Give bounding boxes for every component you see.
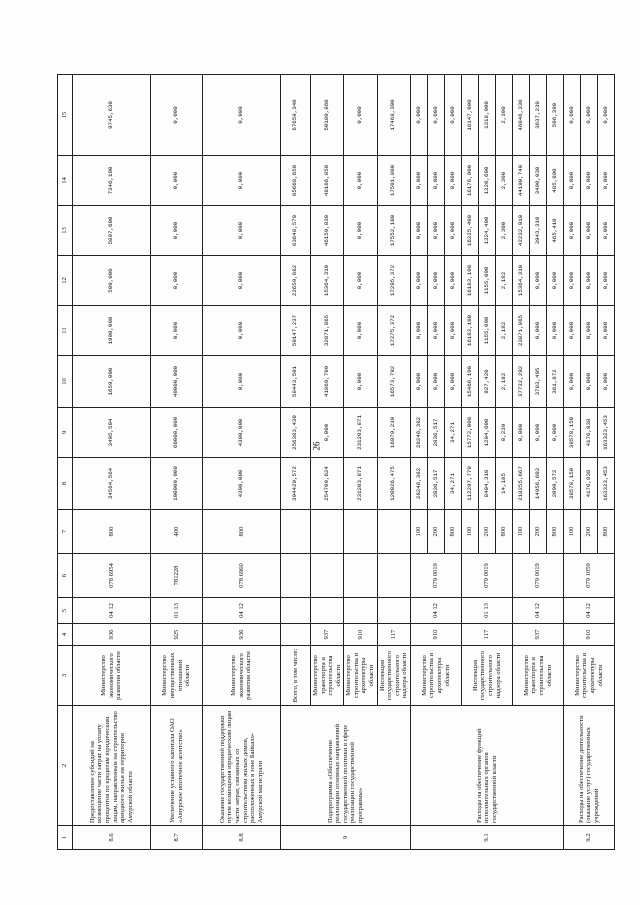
table-cell: 17275,372 (377, 306, 410, 356)
table-cell: 800 (444, 510, 461, 554)
table-cell: 9745,630 (73, 75, 151, 156)
table-cell: 0,000 (344, 306, 377, 356)
table-cell: 23871,865 (512, 306, 529, 356)
table-cell: 22659,682 (281, 256, 311, 306)
table-cell (311, 598, 344, 624)
table-cell: 0,000 (580, 306, 597, 356)
table-cell: 9.2 (563, 826, 614, 850)
table-cell: Министерство экономического развития области (203, 646, 281, 706)
table-cell: 0,000 (203, 206, 281, 256)
table-cell (377, 510, 410, 554)
table-cell: 500,000 (73, 256, 151, 306)
table-cell (344, 510, 377, 554)
table-cell: 16147,000 (461, 75, 478, 156)
table-cell: Министерство имущественных отношений области (151, 646, 203, 706)
table-cell (281, 554, 311, 598)
table-cell: 800 (597, 510, 614, 554)
row-description: Расходы на обеспечение функций исполнительных органов государственной власти (410, 706, 563, 826)
table-cell: 0,000 (410, 206, 427, 256)
table-cell: 5897,600 (73, 206, 151, 256)
row-agency: Инспекция государственного строительного надзора области (377, 646, 410, 706)
table-cell: 1324,400 (478, 206, 495, 256)
table-cell (281, 624, 311, 646)
table-cell: 2836,517 (427, 458, 444, 510)
table-cell: 0,000 (597, 206, 614, 256)
table-cell: 0,000 (580, 356, 597, 408)
table-cell: 17468,300 (377, 75, 410, 156)
table-cell (311, 554, 344, 598)
table-cell: 0,000 (563, 206, 580, 256)
row-description: Оказание государственной поддержки путем возмещения юридическим лицам части затрат, связанных со строительством жилых домов, расположенных в зоне Байкало-Амурской магистрали (203, 706, 281, 826)
table-cell: 0,000 (546, 408, 563, 458)
table-row (151, 75, 203, 850)
table-cell: 41869,709 (311, 356, 344, 408)
table-cell: 48166,850 (311, 156, 344, 206)
table-cell (377, 554, 410, 598)
row-agency: Министерство строительства и архитектуры области (344, 646, 377, 706)
table-cell (377, 598, 410, 624)
row-agency: Всего, в том числе: (281, 646, 311, 706)
table-cell: 50147,237 (281, 306, 311, 356)
table-cell: 8.8 (203, 826, 281, 850)
row-description: Увеличение уставного капитала ОАО «Амурское ипотечное агентство» (151, 706, 203, 826)
table-cell: 394429,572 (281, 458, 311, 510)
table-row (203, 75, 281, 850)
col-header: 8 (58, 458, 73, 510)
table-cell: 361,872 (546, 356, 563, 408)
table-cell: 0,000 (344, 75, 377, 156)
table-cell: 231203,871 (344, 408, 377, 458)
table-cell: 078 6960 (203, 554, 281, 598)
row-description: Расходы на обеспечение деятельности (оказание услуг) государственных учреждений (563, 706, 614, 826)
table-cell: 34,271 (444, 408, 461, 458)
column-header-row (58, 75, 73, 850)
table-cell: 17295,372 (377, 256, 410, 306)
table-cell: 0,000 (444, 306, 461, 356)
table-cell: 100 (563, 510, 580, 554)
table-cell: 800 (495, 510, 512, 554)
table-cell: 100 (461, 510, 478, 554)
table-cell: 0,000 (344, 356, 377, 408)
table-cell: 34,271 (444, 458, 461, 510)
table-cell: 1318,900 (478, 75, 495, 156)
budget-table-rotated (57, 75, 610, 850)
col-header: 10 (58, 356, 73, 408)
row-agency: Министерство транспорта и строительства области (311, 646, 344, 706)
table-cell: 0,000 (563, 306, 580, 356)
row-description: Предоставление субсидий на возмещение части затрат на уплату процентов по кредитам юридическим лицам, направленным на строительство арендного жилья на территории Амурской области (73, 706, 151, 826)
table-cell: 15364,310 (512, 256, 529, 306)
table-cell: 800 (203, 510, 281, 554)
table-cell: 16573,792 (377, 356, 410, 408)
table-cell: 28246,382 (410, 458, 427, 510)
col-header: 11 (58, 306, 73, 356)
table-cell: 2,300 (495, 156, 512, 206)
table-cell: 117 (377, 624, 410, 646)
table-cell: 16176,900 (461, 156, 478, 206)
table-cell: 17501,800 (377, 156, 410, 206)
table-cell: 200 (427, 510, 444, 554)
col-header: 4 (58, 624, 73, 646)
table-cell: 910 (410, 624, 461, 646)
table-cell: 63648,570 (281, 206, 311, 256)
table-cell: 400 (151, 510, 203, 554)
table-cell: 254709,624 (311, 458, 344, 510)
table-cell: 0,000 (580, 156, 597, 206)
table-row (410, 75, 427, 850)
table-cell: 200 (478, 510, 495, 554)
table-cell: 078 6954 (73, 554, 151, 598)
table-cell: 910 (344, 624, 377, 646)
table-cell: 465,410 (546, 206, 563, 256)
table-cell: 163323,453 (597, 408, 614, 458)
table-cell: 1155,090 (478, 306, 495, 356)
table-cell: 0,000 (546, 306, 563, 356)
table-cell: 15364,310 (311, 256, 344, 306)
table-cell: 0,000 (563, 75, 580, 156)
table-cell: 937 (512, 624, 563, 646)
row-agency: Министерство строительства и архитектуры области (410, 646, 461, 706)
table-cell (311, 510, 344, 554)
row-agency: Министерство строительства и архитектуры области (563, 646, 614, 706)
table-cell: 8.7 (151, 826, 203, 850)
table-cell: 58443,501 (281, 356, 311, 408)
table-cell: 0,000 (151, 306, 203, 356)
table-cell: 4300,000 (203, 458, 281, 510)
table-cell: 17552,100 (377, 206, 410, 256)
table-cell: 16979,239 (377, 408, 410, 458)
table-cell: 38578,150 (563, 408, 580, 458)
table-cell: 0,000 (529, 306, 546, 356)
table-cell: 1204,600 (478, 408, 495, 458)
table-cell: 0,000 (444, 206, 461, 256)
table-cell: 0,000 (344, 206, 377, 256)
table-cell: 04 12 (203, 598, 281, 624)
table-cell: 60000,000 (151, 408, 203, 458)
table-cell: 1155,090 (478, 256, 495, 306)
table-cell: 2,182 (495, 356, 512, 408)
table-cell: 16225,400 (461, 206, 478, 256)
table-cell: 231203,871 (344, 458, 377, 510)
table-cell: 0,000 (427, 156, 444, 206)
table-cell: 0,000 (203, 256, 281, 306)
table-cell: 2099,572 (546, 458, 563, 510)
table-cell: 112297,770 (461, 458, 478, 510)
table-cell: 0,000 (529, 408, 546, 458)
table-cell: 44190,740 (512, 156, 529, 206)
table-cell: 0,000 (563, 156, 580, 206)
table-cell: 0,000 (410, 256, 427, 306)
table-cell: 67658,340 (281, 75, 311, 156)
table-cell: 2,300 (495, 75, 512, 156)
table-cell: 3637,230 (529, 75, 546, 156)
table-cell: 0,000 (563, 256, 580, 306)
table-cell: 46159,830 (311, 206, 344, 256)
table-cell: 0,000 (203, 306, 281, 356)
table-cell (281, 510, 311, 554)
table-cell: 8404,310 (478, 458, 495, 510)
table-cell: 0,000 (444, 356, 461, 408)
table-cell: 0,000 (427, 256, 444, 306)
col-header: 5 (58, 598, 73, 624)
table-cell: 0,000 (597, 306, 614, 356)
table-cell: 0,000 (444, 75, 461, 156)
table-row (563, 75, 580, 850)
table-cell: 2,300 (495, 206, 512, 256)
table-cell: 1990,000 (73, 306, 151, 356)
table-cell: 15772,000 (461, 408, 478, 458)
table-cell: 163323,453 (597, 458, 614, 510)
table-cell: 117 (461, 624, 512, 646)
table-cell: 16183,100 (461, 306, 478, 356)
table-cell: 0,000 (512, 408, 529, 458)
table-cell: 2,182 (495, 256, 512, 306)
table-cell: 200 (529, 510, 546, 554)
row-description: Подпрограмма «Обеспечение реализации основных направлений государственной политики в сфере реализации государственной программы» (281, 706, 411, 826)
table-cell: 0,000 (580, 75, 597, 156)
table-cell (344, 598, 377, 624)
table-cell: 0,000 (427, 306, 444, 356)
col-header: 1 (58, 826, 73, 850)
table-cell: 2836,517 (427, 408, 444, 458)
table-cell: 0,000 (203, 156, 281, 206)
table-cell: 0,000 (597, 156, 614, 206)
table-cell: 04 12 (512, 598, 563, 624)
table-cell: 0,000 (410, 156, 427, 206)
table-cell: 0,000 (597, 75, 614, 156)
table-cell: 936 (203, 624, 281, 646)
table-cell: 0,000 (580, 256, 597, 306)
table-cell: 0,000 (580, 206, 597, 256)
table-cell: 079 1059 (563, 554, 614, 598)
table-cell: 200 (580, 510, 597, 554)
col-header: 9 (58, 408, 73, 458)
table-cell: 0,000 (344, 156, 377, 206)
table-cell: 910 (563, 624, 614, 646)
table-cell: 937 (311, 624, 344, 646)
table-cell: 0,000 (410, 356, 427, 408)
table-cell: 079 0019 (461, 554, 512, 598)
table-cell: 0,000 (151, 256, 203, 306)
table-cell: 8.6 (73, 826, 151, 850)
table-cell: 42232,910 (512, 206, 529, 256)
table-cell: 16183,100 (461, 256, 478, 306)
col-header: 2 (58, 706, 73, 826)
table-cell: 1659,000 (73, 356, 151, 408)
table-cell: 3783,495 (529, 356, 546, 408)
table-cell: 0,000 (563, 356, 580, 408)
table-cell: 218255,667 (512, 458, 529, 510)
table-cell: 0,000 (444, 256, 461, 306)
col-header: 14 (58, 156, 73, 206)
table-cell: 0,000 (427, 206, 444, 256)
table-cell: 079 0019 (512, 554, 563, 598)
table-cell: 0,000 (151, 206, 203, 256)
table-cell: 9.1 (410, 826, 563, 850)
table-cell: 28246,382 (410, 408, 427, 458)
table-cell: 100000,000 (151, 458, 203, 510)
col-header: 13 (58, 206, 73, 256)
table-cell (281, 598, 311, 624)
table-cell: 14956,603 (529, 458, 546, 510)
table-cell: 485,890 (546, 156, 563, 206)
table-cell: 3490,030 (529, 156, 546, 206)
table-cell: 0,000 (151, 156, 203, 206)
table-cell (344, 554, 377, 598)
table-cell: 100 (410, 510, 427, 554)
table-cell: 800 (546, 510, 563, 554)
table-cell: 0,000 (344, 256, 377, 306)
table-cell: 800 (73, 510, 151, 554)
table-cell: 0,000 (546, 256, 563, 306)
col-header: 3 (58, 646, 73, 706)
table-cell: 0,000 (444, 156, 461, 206)
table-cell: 40000,000 (151, 356, 203, 408)
table-cell: 079 0019 (410, 554, 461, 598)
table-cell: 0,000 (597, 356, 614, 408)
table-cell: 34564,564 (73, 458, 151, 510)
table-cell: 50180,860 (311, 75, 344, 156)
table-cell: 927,420 (478, 356, 495, 408)
table-cell: 0,000 (203, 75, 281, 156)
table-row (73, 75, 151, 850)
table-cell: 01 13 (151, 598, 203, 624)
table-row (281, 75, 311, 850)
table-cell: 04 12 (73, 598, 151, 624)
table-cell: 0,000 (410, 306, 427, 356)
table-cell: 0,239 (495, 408, 512, 458)
table-cell: 32871,865 (311, 306, 344, 356)
table-cell: Министерство экономического развития области (73, 646, 151, 706)
table-cell: 0,000 (427, 75, 444, 156)
table-cell: 506,390 (546, 75, 563, 156)
budget-table (57, 74, 615, 850)
col-header: 6 (58, 554, 73, 598)
table-cell: 3943,310 (529, 206, 546, 256)
table-cell: 4176,838 (580, 408, 597, 458)
table-cell: 7346,190 (73, 156, 151, 206)
table-cell: 781228 (151, 554, 203, 598)
table-cell: 46046,330 (512, 75, 529, 156)
table-cell: 1320,600 (478, 156, 495, 206)
table-cell: 9 (281, 826, 411, 850)
row-agency: Инспекция государственного строительного надзора области (461, 646, 512, 706)
col-header: 12 (58, 256, 73, 306)
table-cell: 3495,504 (73, 408, 151, 458)
table-cell: 0,000 (311, 408, 344, 458)
table-cell: 4176,838 (580, 458, 597, 510)
table-cell: 0,000 (203, 356, 281, 408)
table-cell: 100 (512, 510, 529, 554)
col-header: 15 (58, 75, 73, 156)
table-cell: 0,000 (427, 356, 444, 408)
table-cell: 04 12 (563, 598, 614, 624)
table-cell: 15466,100 (461, 356, 478, 408)
page-number: 26 (311, 441, 322, 451)
col-header: 7 (58, 510, 73, 554)
table-cell: 01 13 (461, 598, 512, 624)
table-cell: 14,185 (495, 458, 512, 510)
table-cell: 2,182 (495, 306, 512, 356)
table-cell: 0,000 (410, 75, 427, 156)
table-cell: 04 12 (410, 598, 461, 624)
table-cell: 120026,475 (377, 458, 410, 510)
table-cell: 0,000 (529, 256, 546, 306)
table-cell: 38578,150 (563, 458, 580, 510)
table-cell: 925 (151, 624, 203, 646)
table-cell: 4300,000 (203, 408, 281, 458)
row-agency: Министерство транспорта и строительства области (512, 646, 563, 706)
table-cell: 37732,292 (512, 356, 529, 408)
table-cell: 256383,430 (281, 408, 311, 458)
table-cell: 936 (73, 624, 151, 646)
table-cell: 0,000 (597, 256, 614, 306)
table-cell: 0,000 (151, 75, 203, 156)
table-cell: 65668,650 (281, 156, 311, 206)
